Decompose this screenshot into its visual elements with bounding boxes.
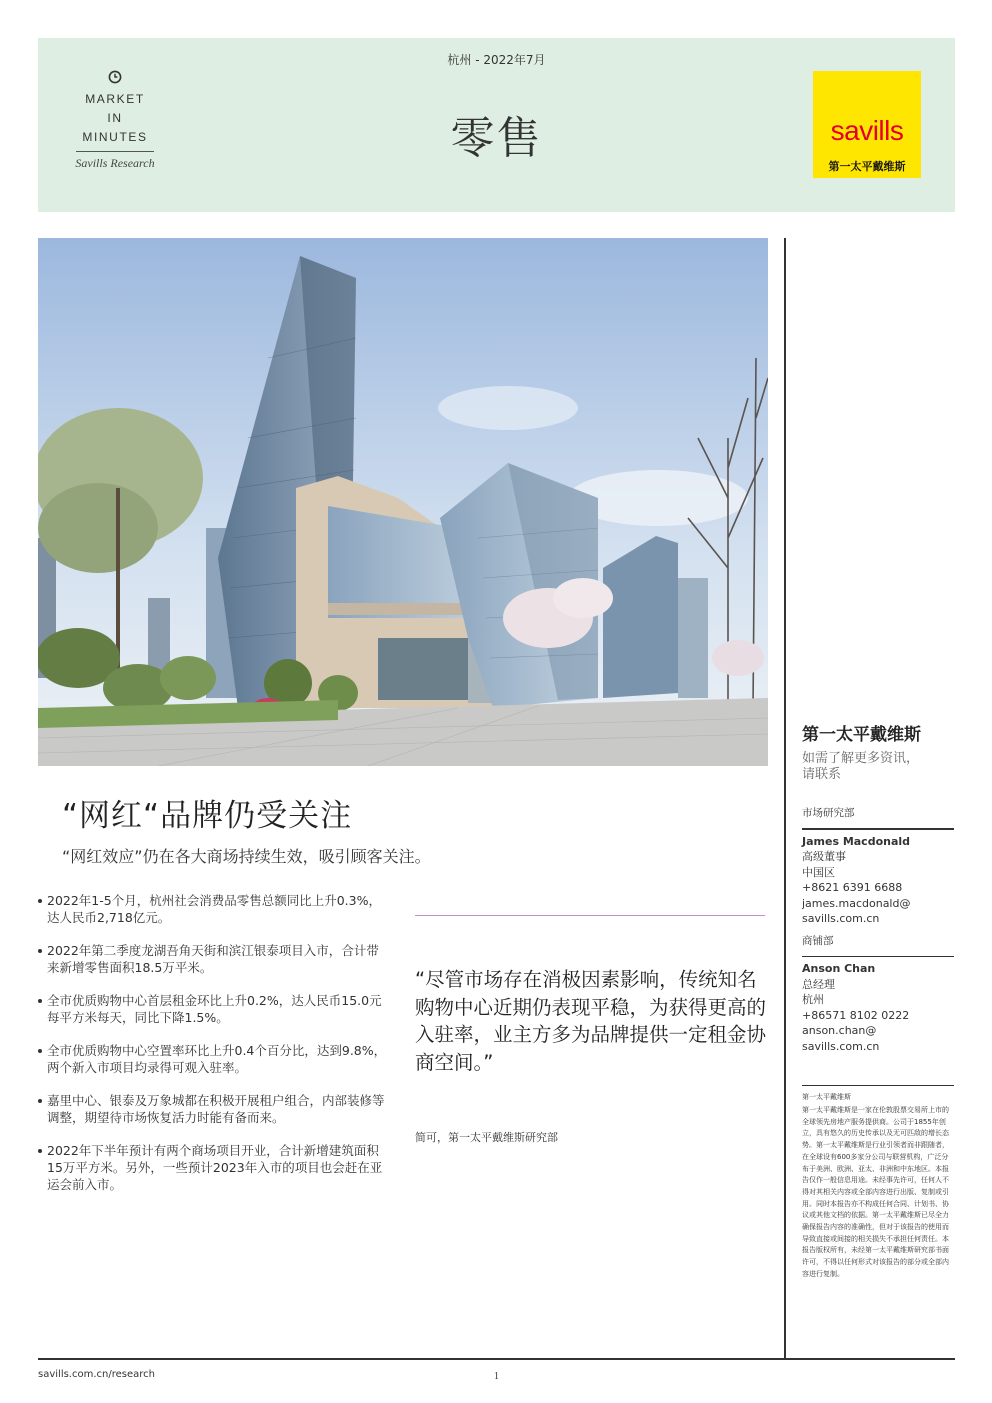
contact-card (802, 834, 954, 927)
key-point: 嘉里中心、银泰及万象城都在积极开展租户组合，内部装修等调整，期望待市场恢复活力时能有备而来。 (38, 1092, 388, 1126)
contact-sidebar (802, 720, 954, 1054)
key-point: 2022年下半年预计有两个商场项目开业，合计新增建筑面积15万平方米。另外，一些预计2023年入市的项目也会赶在亚运会前入市。 (38, 1142, 388, 1193)
disclaimer-body: 第一太平戴维斯是一家在伦敦股票交易所上市的全球领先房地产服务提供商。公司于1855年创立，具有悠久的历史传承以及无可匹敌的增长态势。第一太平戴维斯是行业引领者而非跟随者，在全球设有600多家分公司与联营机构，广泛分布于美洲、欧洲、亚太、非洲和中东地区。本报告仅作一般信息用途。未经事先许可，任何人不得对其相关内容或全部内容进行出版、复制或引用。同时本报告亦不构成任何合同、计划书、协议或其他文档的依据。第一太平戴维斯已尽全力确保报告内容的准确性，但对于该报告的使用而导致直接或间接的相关损失不承担任何责任。本报告版权所有，未经第一太平戴维斯研究部书面许可，不得以任何形式对该报告的部分或全部内容进行复制。 (802, 1106, 949, 1278)
footer-link[interactable]: savills.com.cn/research (38, 1369, 155, 1380)
contact-phone[interactable]: +86571 8102 0222 (802, 1008, 910, 1022)
logo-chinese-name: 第一太平戴维斯 (828, 160, 906, 173)
logo-wordmark: savills (830, 115, 904, 146)
sidebar-intro (802, 751, 954, 783)
key-point: 2022年1-5个月，杭州社会消费品零售总额同比上升0.3%，达人民币2,718亿元。 (38, 892, 388, 926)
report-title: 零售 (450, 113, 543, 164)
disclaimer-title: 第一太平戴维斯 (802, 1093, 851, 1101)
footer-divider (38, 1358, 955, 1360)
cover-photo-illustration (38, 238, 768, 766)
department-retail: 商铺部 (802, 934, 834, 947)
savills-logo (813, 71, 921, 178)
article-headline: “网红“品牌仍受关注 (62, 798, 353, 834)
mim-line-in: IN (107, 111, 123, 125)
pull-quote: “尽管市场存在消极因素影响，传统知名购物中心近期仍表现平稳，为获得更高的入驻率，业主方多为品牌提供一定租金协商空间。” (415, 968, 767, 1074)
key-point: 全市优质购物中心空置率环比上升0.4个百分比，达到9.8%，两个新入市项目均录得可观入驻率。 (38, 1042, 388, 1076)
cover-photo (38, 238, 768, 766)
key-points-list (38, 892, 388, 1209)
report-date: 杭州 - 2022年7月 (447, 53, 546, 67)
department-divider (802, 828, 954, 830)
department-research: 市场研究部 (802, 807, 855, 819)
clock-icon (108, 70, 122, 84)
disclaimer-divider (802, 1085, 954, 1086)
contact-name: James Macdonald (802, 834, 911, 848)
contact-email-domain[interactable]: savills.com.cn (802, 1039, 880, 1053)
mim-subtitle: Savills Research (75, 156, 155, 170)
department-divider (802, 956, 954, 958)
key-point: 全市优质购物中心首层租金环比上升0.2%，达人民币15.0元每平方米每天，同比下降1.5%。 (38, 992, 388, 1026)
page-number: 1 (494, 1371, 499, 1382)
contact-role: 总经理 (802, 977, 835, 991)
quote-source: 简可，第一太平戴维斯研究部 (415, 1131, 558, 1144)
contact-email[interactable]: james.macdonald@ (802, 896, 911, 910)
article-subhead: “网红效应”仍在各大商场持续生效，吸引顾客关注。 (62, 847, 431, 866)
key-point: 2022年第二季度龙湖吾角天街和滨江银泰项目入市，合计带来新增零售面积18.5万平米。 (38, 942, 388, 976)
contact-card (802, 961, 954, 1054)
contact-email[interactable]: anson.chan@ (802, 1024, 877, 1037)
contact-region: 中国区 (802, 865, 835, 879)
sidebar-divider (784, 238, 786, 1358)
header-band (38, 38, 955, 212)
contact-phone[interactable]: +8621 6391 6688 (802, 881, 903, 894)
contact-role: 高级董事 (802, 850, 846, 863)
contact-region: 杭州 (802, 993, 824, 1006)
sidebar-intro-line: 请联系 (802, 767, 842, 782)
contact-email-domain[interactable]: savills.com.cn (802, 912, 880, 925)
contact-name: Anson Chan (802, 962, 876, 975)
mim-line-minutes: MINUTES (82, 130, 148, 144)
sidebar-title: 第一太平戴维斯 (802, 725, 921, 745)
disclaimer (802, 1092, 954, 1281)
mim-line-market: MARKET (85, 92, 145, 106)
quote-divider (415, 915, 765, 916)
sidebar-intro-line: 如需了解更多资讯， (802, 751, 920, 766)
